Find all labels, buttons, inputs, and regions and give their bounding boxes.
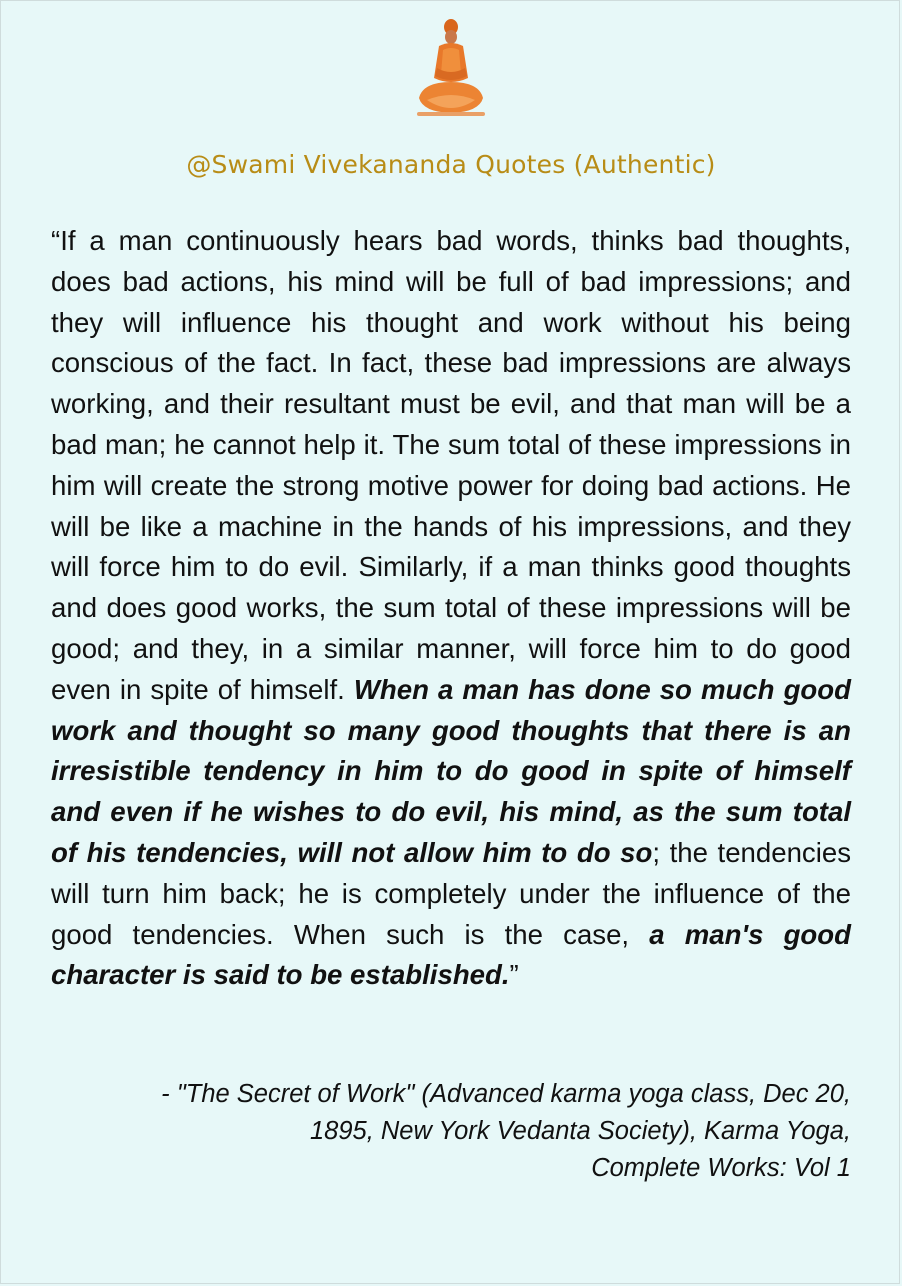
seated-monk-figure-icon xyxy=(413,16,489,118)
channel-handle: @Swami Vivekananda Quotes (Authentic) xyxy=(186,150,716,179)
quote-text xyxy=(51,221,851,996)
citation-line-2: 1895, New York Vedanta Society), Karma Yoga, xyxy=(309,1117,851,1145)
citation xyxy=(51,1076,851,1187)
quote-closing-mark: ” xyxy=(509,959,519,991)
quote-part-1: “If a man continuously hears bad words, thinks bad thoughts, does bad actions, his mind will be full of bad impressions; and they will influence his thought and work without his being conscious of the fact. In fact, these bad impressions are always working, and their resultant must be evil, and that man will be a bad man; he cannot help it. The sum total of these impressions in him will create the strong motive power for doing bad actions. He will be like a machine in the hands of his impressions, and they will force him to do evil. Similarly, if a man thinks good thoughts and does good works, the sum total of these impressions will be good; and they, in a similar manner, will force him to do good even in spite of himself. xyxy=(51,225,851,705)
quote-emphasis-1: When a man has done so much good work and thought so many good thoughts that there is an irresistible tendency in him to do good in spite of himself and even if he wishes to do evil, his mind, as the sum total of his tendencies, will not allow him to do so xyxy=(51,673,851,868)
quote-emphasis-2: a man's good character is said to be established. xyxy=(51,918,852,991)
citation-line-3: Complete Works: Vol 1 xyxy=(591,1154,851,1182)
quote-part-2: ; the tendencies will turn him back; he is completely under the influence of the good tendencies. When such is the case, xyxy=(51,836,852,950)
citation-line-1: - "The Secret of Work" (Advanced karma yoga class, Dec 20, xyxy=(161,1080,851,1108)
